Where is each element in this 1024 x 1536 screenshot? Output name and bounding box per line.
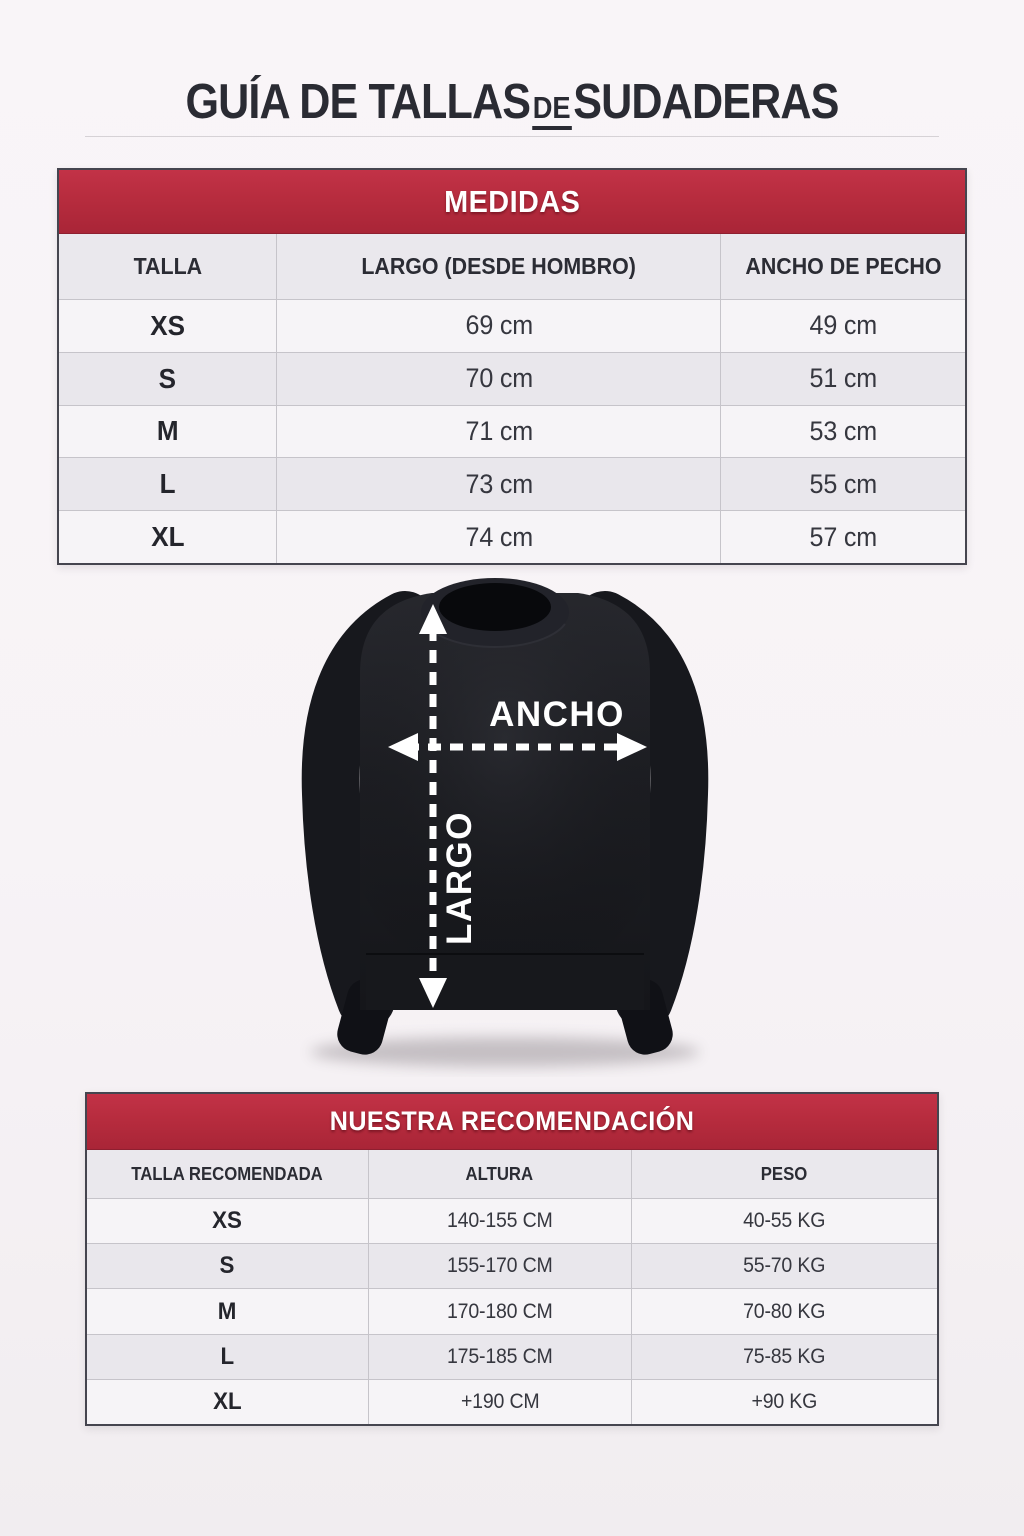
recommendation-header-row [87,1150,937,1198]
measurements-header-row [59,234,965,299]
size-cell: XL [151,521,185,553]
table-row [87,1379,937,1424]
height-cell: 175-185 CM [368,1335,632,1379]
chest-cell: 55 cm [720,458,965,510]
recommendation-table [85,1092,939,1426]
weight-cell: 40-55 KG [631,1199,937,1243]
table-row [59,405,965,458]
measurements-table-body [59,299,965,563]
size-cell: S [219,1252,235,1280]
length-cell: 73 cm [276,458,720,510]
recommendation-table-body [87,1198,937,1424]
height-cell: 155-170 CM [368,1244,632,1288]
table-row [87,1198,937,1243]
length-label: LARGO [440,811,479,945]
height-cell: 170-180 CM [368,1289,632,1333]
weight-cell: +90 KG [631,1380,937,1424]
column-header-talla-recomendada: TALLA RECOMENDADA [131,1163,324,1184]
table-row [87,1288,937,1333]
measurements-table [57,168,967,565]
size-cell: M [217,1297,237,1325]
column-header-altura: ALTURA [368,1150,632,1198]
table-row [59,510,965,563]
column-header-peso: PESO [631,1150,937,1198]
chest-cell: 51 cm [720,353,965,405]
size-cell: L [159,468,176,500]
recommendation-table-title: NUESTRA RECOMENDACIÓN [329,1106,695,1136]
hem-band [366,954,644,1010]
weight-cell: 75-85 KG [631,1335,937,1379]
column-header-talla: TALLA [133,253,202,279]
width-label: ANCHO [489,695,625,734]
chest-cell: 57 cm [720,511,965,563]
table-row [87,1243,937,1288]
size-cell: XL [212,1387,242,1415]
title-divider [85,136,939,137]
neck-opening [439,583,551,631]
column-header-largo: LARGO (DESDE HOMBRO) [276,234,720,299]
page-title-de-underlined: DE [532,90,572,130]
weight-cell: 55-70 KG [631,1244,937,1288]
length-cell: 70 cm [276,353,720,405]
chest-cell: 49 cm [720,300,965,352]
sweatshirt-figure [290,562,720,1077]
length-cell: 74 cm [276,511,720,563]
measurements-table-header [59,170,965,234]
size-cell: XS [212,1207,243,1235]
column-header-ancho: ANCHO DE PECHO [720,234,965,299]
table-row [59,352,965,405]
measurements-table-title: MEDIDAS [443,183,581,219]
size-cell: M [156,415,179,447]
recommendation-table-header [87,1094,937,1150]
table-row [87,1334,937,1379]
weight-cell: 70-80 KG [631,1289,937,1333]
size-cell: L [220,1342,235,1370]
size-cell: S [159,362,177,394]
page-title-part2: SUDADERAS [573,75,839,129]
size-cell: XS [150,309,186,341]
height-cell: +190 CM [368,1380,632,1424]
page-title-part1: GUÍA DE TALLAS [185,75,531,129]
chest-cell: 53 cm [720,406,965,458]
length-cell: 71 cm [276,406,720,458]
length-cell: 69 cm [276,300,720,352]
sweatshirt-graphic [290,562,720,1077]
height-cell: 140-155 CM [368,1199,632,1243]
page-title [61,74,962,130]
table-row [59,457,965,510]
table-row [59,299,965,352]
